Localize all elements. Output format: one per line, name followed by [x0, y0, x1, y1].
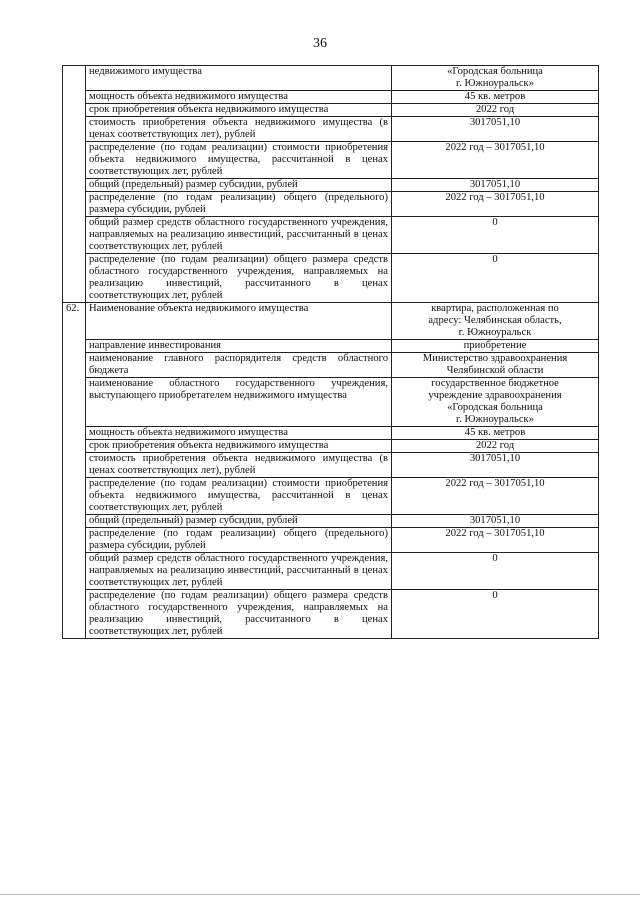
table-row: [63, 478, 599, 515]
parameter-label: общий размер средств областного государственного учреждения, направляемых на реализацию инвестиций, рассчитанный в ценах соответствующих лет, рублей: [86, 553, 392, 590]
table-row: [63, 590, 599, 639]
parameter-label: распределение (по годам реализации) общего (предельного) размера субсидии, рублей: [86, 528, 392, 553]
table-row: [63, 353, 599, 378]
parameter-label: распределение (по годам реализации) общего (предельного) размера субсидии, рублей: [86, 192, 392, 217]
parameter-value: 2022 год – 3017051,10: [392, 528, 599, 553]
table-row: [63, 453, 599, 478]
parameter-label: распределение (по годам реализации) общего размера средств областного государственного учреждения, направляемых на реализацию инвестиций, рассчитанного в ценах соответствующих лет, рублей: [86, 254, 392, 303]
parameter-label: мощность объекта недвижимого имущества: [86, 427, 392, 440]
parameter-label: срок приобретения объекта недвижимого имущества: [86, 440, 392, 453]
parameter-label: недвижимого имущества: [86, 66, 392, 91]
parameter-value: 3017051,10: [392, 453, 599, 478]
table-row: [63, 340, 599, 353]
parameter-value: «Городская больница г. Южноуральск»: [392, 66, 599, 91]
parameter-label: наименование областного государственного учреждения, выступающего приобретателем недвижимого имущества: [86, 378, 392, 427]
table-row: [63, 217, 599, 254]
parameter-label: общий (предельный) размер субсидии, рублей: [86, 179, 392, 192]
parameter-label: стоимость приобретения объекта недвижимого имущества (в ценах соответствующих лет), рублей: [86, 453, 392, 478]
parameter-label: срок приобретения объекта недвижимого имущества: [86, 104, 392, 117]
parameter-value: 2022 год: [392, 104, 599, 117]
parameter-value: 2022 год – 3017051,10: [392, 478, 599, 515]
table-row: [63, 515, 599, 528]
parameter-label: распределение (по годам реализации) стоимости приобретения объекта недвижимого имущества, рассчитанной в ценах соответствующих лет, рублей: [86, 142, 392, 179]
parameter-value: 3017051,10: [392, 179, 599, 192]
table-row: [63, 142, 599, 179]
table-row: [63, 378, 599, 427]
table-row: [63, 66, 599, 91]
parameter-value: приобретение: [392, 340, 599, 353]
table-row: [63, 528, 599, 553]
parameter-value: 2022 год: [392, 440, 599, 453]
parameter-label: распределение (по годам реализации) общего размера средств областного государственного учреждения, направляемых на реализацию инвестиций, рассчитанного в ценах соответствующих лет, рублей: [86, 590, 392, 639]
parameter-value: 3017051,10: [392, 117, 599, 142]
table-row: [63, 192, 599, 217]
parameter-value: Министерство здравоохранения Челябинской области: [392, 353, 599, 378]
parameter-value: 0: [392, 254, 599, 303]
parameter-label: распределение (по годам реализации) стоимости приобретения объекта недвижимого имущества, рассчитанной в ценах соответствующих лет, рублей: [86, 478, 392, 515]
parameter-value: 0: [392, 590, 599, 639]
table-row: [63, 91, 599, 104]
table-row: [63, 303, 599, 340]
parameter-value: 3017051,10: [392, 515, 599, 528]
table-row: [63, 179, 599, 192]
row-number: 62.: [63, 303, 86, 639]
parameter-value: квартира, расположенная по адресу: Челябинская область, г. Южноуральск: [392, 303, 599, 340]
table-row: [63, 104, 599, 117]
table-row: [63, 553, 599, 590]
parameter-value: 45 кв. метров: [392, 427, 599, 440]
parameter-value: государственное бюджетное учреждение здравоохранения «Городская больница г. Южноуральск»: [392, 378, 599, 427]
parameter-label: общий (предельный) размер субсидии, рублей: [86, 515, 392, 528]
row-number: [63, 66, 86, 303]
parameter-label: стоимость приобретения объекта недвижимого имущества (в ценах соответствующих лет), рублей: [86, 117, 392, 142]
investment-table: [62, 65, 599, 639]
parameter-value: 45 кв. метров: [392, 91, 599, 104]
table-row: [63, 254, 599, 303]
parameter-label: общий размер средств областного государственного учреждения, направляемых на реализацию инвестиций, рассчитанный в ценах соответствующих лет, рублей: [86, 217, 392, 254]
table-row: [63, 117, 599, 142]
parameter-value: 2022 год – 3017051,10: [392, 192, 599, 217]
parameter-label: Наименование объекта недвижимого имущества: [86, 303, 392, 340]
table-row: [63, 440, 599, 453]
parameter-label: направление инвестирования: [86, 340, 392, 353]
parameter-value: 2022 год – 3017051,10: [392, 142, 599, 179]
page-number: 36: [313, 36, 327, 51]
page-bottom-rule: [0, 894, 640, 895]
parameter-label: мощность объекта недвижимого имущества: [86, 91, 392, 104]
parameter-value: 0: [392, 553, 599, 590]
table-row: [63, 427, 599, 440]
parameter-value: 0: [392, 217, 599, 254]
parameter-label: наименование главного распорядителя средств областного бюджета: [86, 353, 392, 378]
